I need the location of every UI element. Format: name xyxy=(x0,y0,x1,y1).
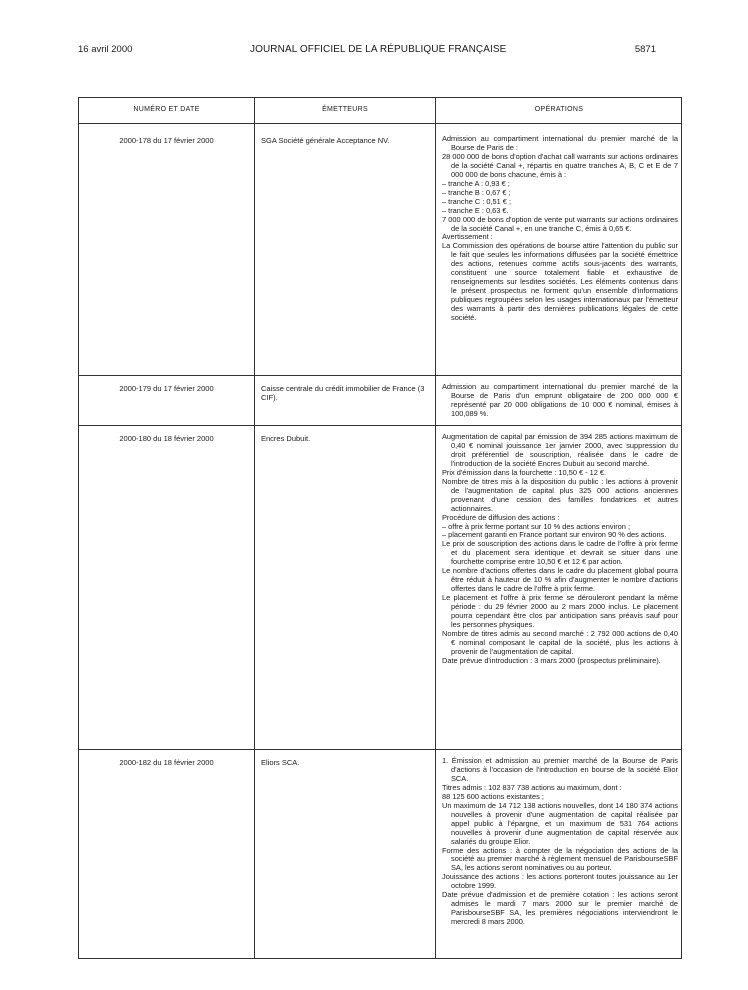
operation-line: Le nombre d'actions offertes dans le cadre du placement global pourra être réduit à hauteur de 10 % afin d'augmenter le nombre d'actions offertes dans le cadre de l'offre à prix ferme. xyxy=(442,566,678,594)
row-numero: 2000-179 du 17 février 2000 xyxy=(119,384,214,393)
operation-line: Date prévue d'introduction : 3 mars 2000 (prospectus préliminaire). xyxy=(442,655,661,665)
row-emetteur: Eliors SCA. xyxy=(261,758,300,767)
row-numero: 2000-180 du 18 février 2000 xyxy=(119,434,214,443)
column-header-emetteurs: ÉMETTEURS xyxy=(322,106,368,113)
header-divider xyxy=(79,123,681,124)
operation-line: Procédure de diffusion des actions : xyxy=(442,512,560,522)
column-divider xyxy=(254,98,255,958)
operation-line: – tranche C : 0,51 € ; xyxy=(442,196,512,206)
operation-line: Titres admis : 102 837 738 actions au maximum, dont : xyxy=(442,782,622,792)
operations-table xyxy=(78,97,682,959)
row-numero: 2000-182 du 18 février 2000 xyxy=(119,758,214,767)
page-number: 5871 xyxy=(634,44,656,55)
row-divider xyxy=(79,425,681,426)
operation-line: Admission au compartiment international du premier marché de la Bourse de Paris de : xyxy=(442,134,678,152)
row-divider xyxy=(79,749,681,750)
operation-line: Nombre de titres mis à la disposition du public : les actions à provenir de l'augmentation de capital plus 325 000 actions anciennes provenant d'une cession des familles fondatrices et autres actionnaires. xyxy=(442,476,678,513)
operation-line: Prix d'émission dans la fourchette : 10,50 € - 12 €. xyxy=(442,467,607,477)
row-divider xyxy=(79,375,681,376)
page-header xyxy=(78,44,656,58)
operation-line: Date prévue d'admission et de première cotation : les actions seront admises le mardi 7 mars 2000 sur le premier marché de ParisbourseSBF SA, les premières négociations interviendront le mercredi 8 mars 2000. xyxy=(442,890,678,927)
journal-title: JOURNAL OFFICIEL DE LA RÉPUBLIQUE FRANÇAISE xyxy=(250,44,507,55)
operation-line: Un maximum de 14 712 138 actions nouvelles, dont 14 180 374 actions nouvelles à provenir d'une augmentation de capital réalisée par appel public à l'épargne, et un maximum de 531 764 actions nouvelles à provenir d'une augmentation de capital réservée aux salariés du groupe Elior. xyxy=(442,800,678,846)
operation-line: 28 000 000 de bons d'option d'achat call warrants sur actions ordinaires de la société Canal +, répartis en quatre tranches A, B, C et E de 7 000 000 de bons chacune, émis à : xyxy=(442,151,678,179)
operation-line: Augmentation de capital par émission de 394 285 actions maximum de 0,40 € nominal jouissance 1er janvier 2000, avec suppression du droit préférentiel de souscription, réalisée dans le cadre de l'introduction de la société Encres Dubuit au second marché. xyxy=(442,432,678,468)
operation-line: 7 000 000 de bons d'option de vente put warrants sur actions ordinaires de la société Canal +, en une tranche C, émis à 0,65 €. xyxy=(442,214,678,233)
column-header-numero: NUMÉRO ET DATE xyxy=(133,106,200,113)
operation-line: 1. Émission et admission au premier marché de la Bourse de Paris d'actions à l'occasion de l'introduction en bourse de la société Elior SCA. xyxy=(442,756,678,783)
operation-line: – placement garanti en France portant sur environ 90 % des actions. xyxy=(442,530,667,540)
header-date: 16 avril 2000 xyxy=(78,44,133,55)
operation-line: 88 125 600 actions existantes ; xyxy=(442,791,544,801)
operation-line: La Commission des opérations de bourse attire l'attention du public sur le fait que seules les informations diffusées par la société émettrice des actions, retenues comme actifs sous-jacents des warrants, constituent une source totalement fiable et exhaustive de renseignements sur lesdites sociétés. Les éléments contenus dans le présent prospectus ne forment qu'un ensemble d'informations publiques regroupées selon les usages internationaux par l'émetteur des warrants à partir des dernières publications légales de cette société. xyxy=(442,241,678,323)
operation-line: Le placement et l'offre à prix ferme se dérouleront pendant la même période : du 29 février 2000 au 2 mars 2000 inclus. Le placement pourra cependant être clos par anticipation sans préavis sauf pour les personnes physiques. xyxy=(442,593,678,630)
column-header-operations: OPÉRATIONS xyxy=(534,106,584,113)
operation-line: – offre à prix ferme portant sur 10 % des actions environ ; xyxy=(442,521,631,531)
row-operations xyxy=(442,383,678,419)
row-operations xyxy=(442,757,678,927)
row-emetteur: Caisse centrale du crédit immobilier de France (3 CIF). xyxy=(261,384,425,403)
row-operations xyxy=(442,135,678,323)
operation-line: Jouissance des actions : les actions porteront toutes jouissance au 1er octobre 1999. xyxy=(442,872,678,891)
row-emetteur: Encres Dubuit. xyxy=(261,434,311,443)
operation-line: – tranche E : 0,63 €. xyxy=(442,205,509,215)
operation-line: – tranche B : 0,67 € ; xyxy=(442,187,511,197)
row-emetteur: SGA Société générale Acceptance NV. xyxy=(261,136,390,145)
operation-line: Le prix de souscription des actions dans le cadre de l'offre à prix ferme et du placement sera identique et devrait se situer dans une fourchette comprise entre 10,50 € et 12 € par action. xyxy=(442,539,678,567)
operation-line: Nombre de titres admis au second marché : 2 792 000 actions de 0,40 € nominal composant le capital de la société, plus les actions à provenir de l'augmentation de capital. xyxy=(442,628,678,656)
operation-line: Avertissement : xyxy=(442,232,493,242)
operation-line: Forme des actions : à compter de la négociation des actions de la société au premier marché à règlement mensuel de ParisbourseSBF SA, les actions seront nominatives ou au porteur. xyxy=(442,845,678,873)
column-divider xyxy=(435,98,436,958)
row-numero: 2000-178 du 17 février 2000 xyxy=(119,136,214,145)
row-operations xyxy=(442,433,678,666)
operation-line: Admission au compartiment international du premier marché de la Bourse de Paris d'un emprunt obligataire de 200 000 000 € représenté par 20 000 obligations de 10 000 € nominal, émises à 100,089 %. xyxy=(442,382,678,418)
operation-line: – tranche A : 0,93 € ; xyxy=(442,178,510,188)
